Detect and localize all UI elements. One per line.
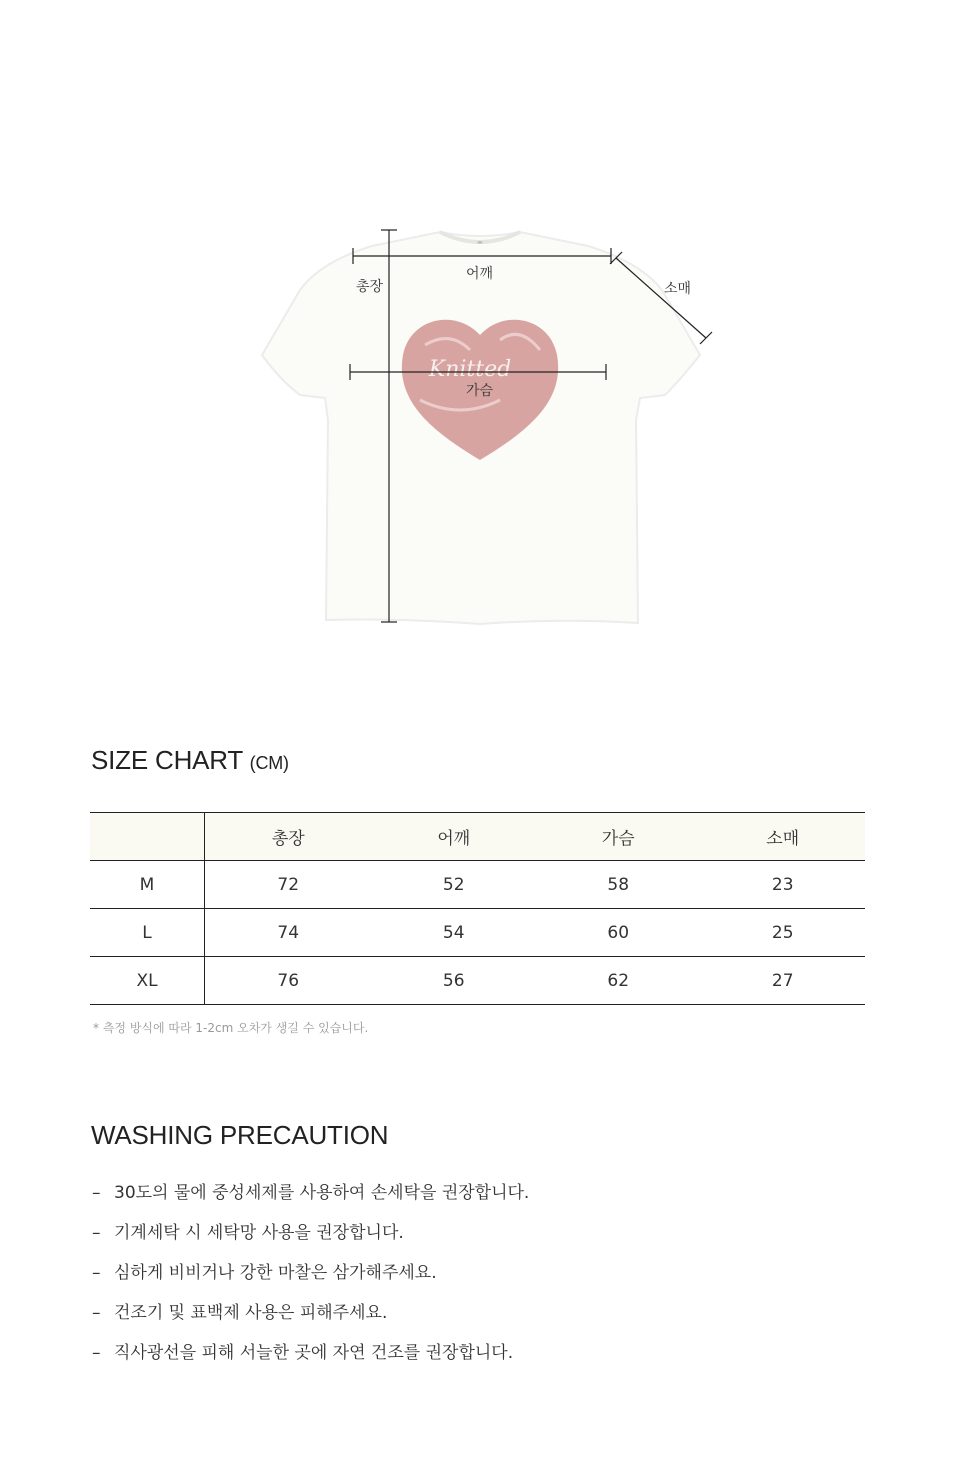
dash-bullet: – [92,1263,101,1283]
sleeve-label: 소매 [664,281,692,297]
header-cell: 어깨 [372,813,536,861]
table-cell: 54 [372,909,536,957]
list-item: – 심하게 비비거나 강한 마찰은 삼가해주세요. [92,1256,529,1296]
table-cell: 72 [205,861,372,909]
size-chart-unit: (CM) [249,753,289,773]
table-cell: 58 [536,861,700,909]
table-cell: 23 [700,861,865,909]
size-chart-table [90,812,865,1005]
header-cell-empty [90,813,205,861]
dash-bullet: – [92,1223,101,1243]
list-item: – 기계세탁 시 세탁망 사용을 권장합니다. [92,1216,529,1256]
measurement-diagram [0,0,960,700]
heart-logo-text: Knitted [428,357,512,382]
shoulder-label: 어깨 [466,266,494,282]
dash-bullet: – [92,1343,101,1363]
length-label: 총장 [356,279,384,295]
table-row [90,909,865,957]
washing-list [92,1176,529,1376]
size-chart-title: SIZE CHART (CM) [91,745,289,775]
header-cell: 총장 [205,813,372,861]
washing-title: WASHING PRECAUTION [91,1120,389,1150]
dash-bullet: – [92,1303,101,1323]
list-item: – 건조기 및 표백제 사용은 피해주세요. [92,1296,529,1336]
list-item: – 직사광선을 피해 서늘한 곳에 자연 건조를 권장합니다. [92,1336,529,1376]
size-label-cell: XL [90,957,205,1005]
list-item: – 30도의 물에 중성세제를 사용하여 손세탁을 권장합니다. [92,1176,529,1216]
size-label-cell: L [90,909,205,957]
header-cell: 가슴 [536,813,700,861]
measurement-note: * 측정 방식에 따라 1-2cm 오차가 생길 수 있습니다. [93,1021,369,1035]
table-cell: 62 [536,957,700,1005]
table-cell: 56 [372,957,536,1005]
svg-text:▬: ▬ [477,239,483,246]
table-header-row [90,813,865,861]
size-label-cell: M [90,861,205,909]
table-cell: 25 [700,909,865,957]
table-cell: 76 [205,957,372,1005]
dash-bullet: – [92,1183,101,1203]
chest-label: 가슴 [466,383,494,399]
table-cell: 60 [536,909,700,957]
header-cell: 소매 [700,813,865,861]
table-row [90,861,865,909]
table-cell: 52 [372,861,536,909]
tshirt-illustration [0,0,960,700]
table-cell: 27 [700,957,865,1005]
table-cell: 74 [205,909,372,957]
table-row [90,957,865,1005]
